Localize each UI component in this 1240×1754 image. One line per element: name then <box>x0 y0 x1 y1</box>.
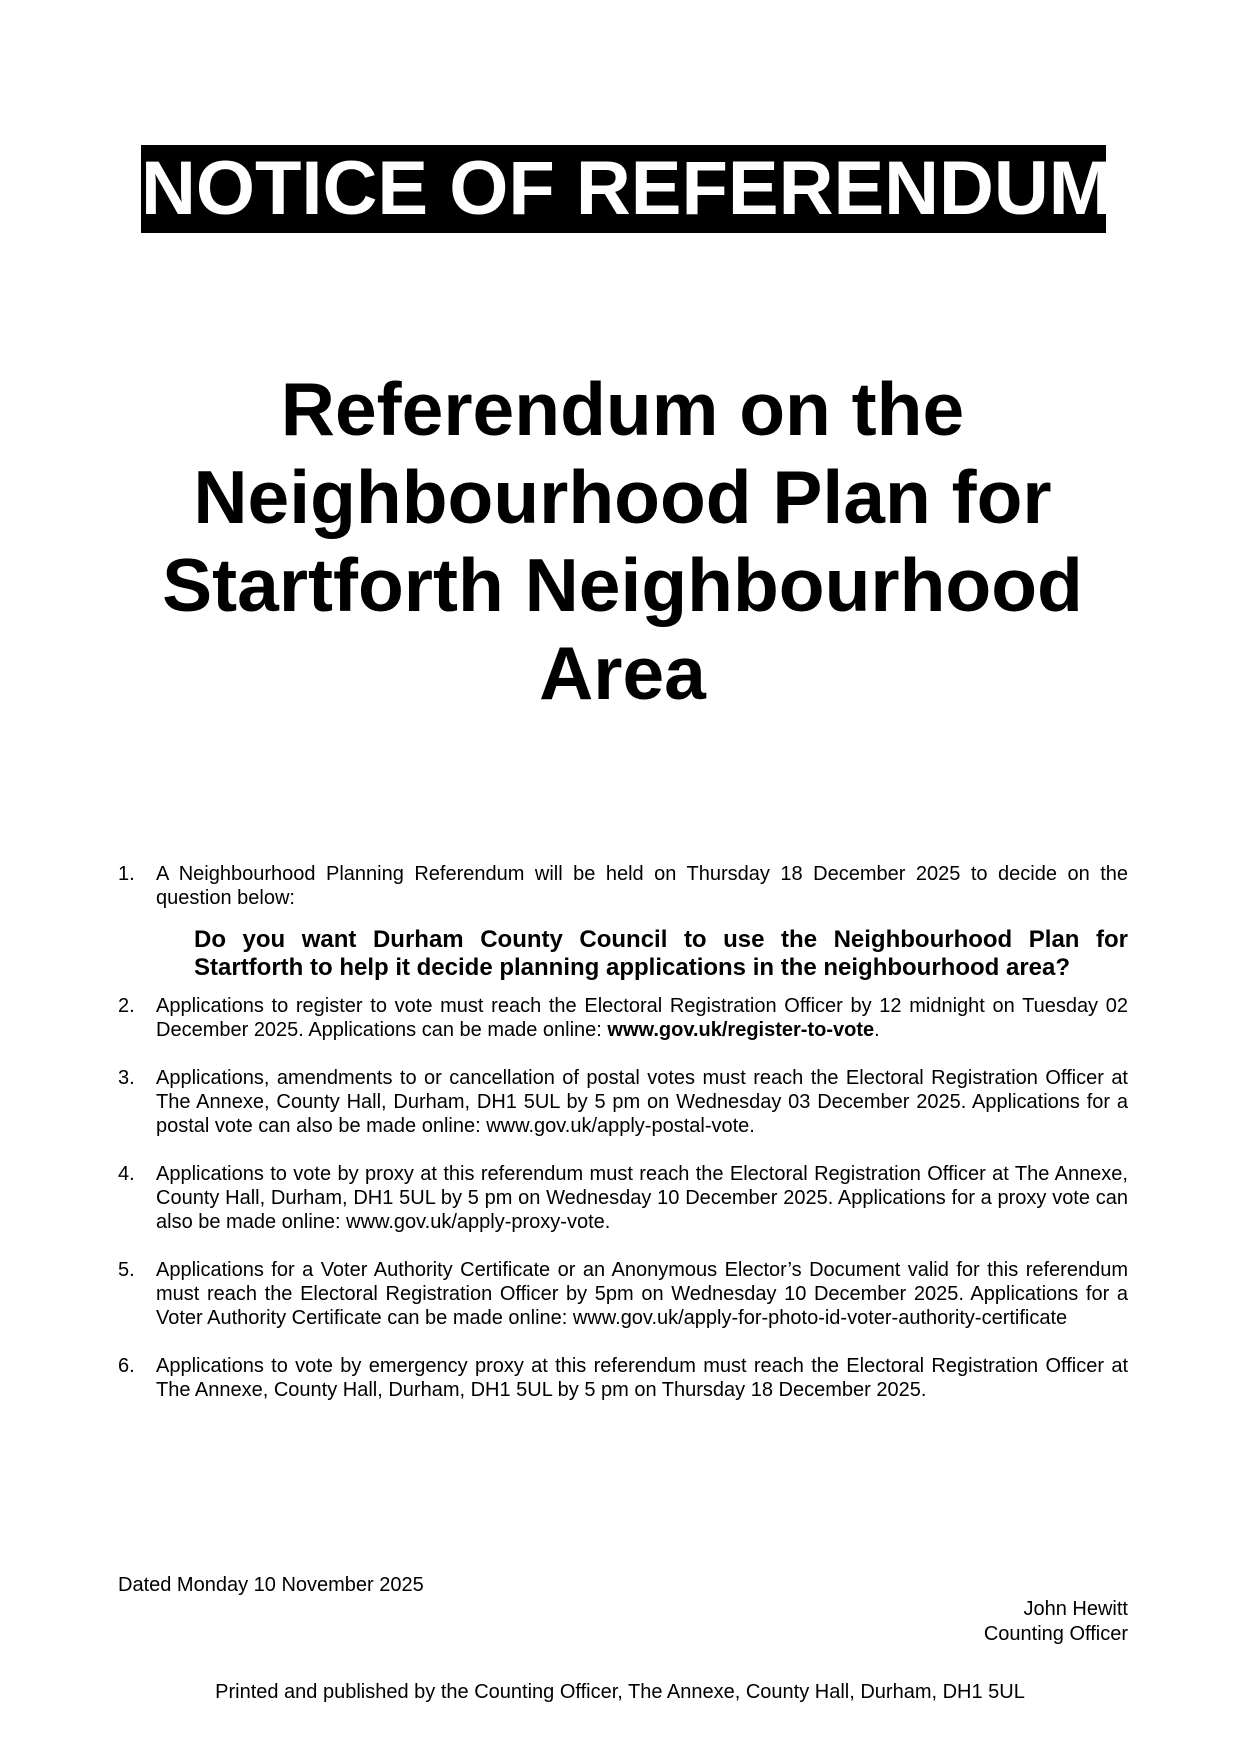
item-number: 4. <box>118 1163 135 1185</box>
title-line: Referendum on the <box>280 367 965 451</box>
item-text-suffix: . <box>874 1019 880 1041</box>
signature-block <box>984 1597 1128 1647</box>
notice-items <box>118 862 1128 1402</box>
signatory-role: Counting Officer <box>983 1623 1128 1645</box>
dated-line: Dated Monday 10 November 2025 <box>118 1574 424 1596</box>
list-item <box>118 994 1128 1042</box>
title-line: Neighbourhood Plan for <box>193 455 1052 539</box>
signatory-name: John Hewitt <box>1023 1598 1128 1620</box>
item-text: Applications to vote by proxy at this referendum must reach the Electoral Registration Officer at The Annexe, County Hall, Durham, DH1 5UL by 5 pm on Wednesday 10 December 2025. Applications for a proxy vote can also be made online: www.gov.uk/apply-proxy-vote. <box>156 1163 1128 1233</box>
register-link[interactable]: www.gov.uk/register-to-vote <box>607 1019 875 1041</box>
publisher-footer: Printed and published by the Counting Officer, The Annexe, County Hall, Durham, DH1 5UL <box>215 1681 1025 1703</box>
referendum-question: Do you want Durham County Council to use the Neighbourhood Plan for Startforth to help it decide planning applications in the neighbourhood area? <box>194 926 1128 981</box>
list-item <box>118 1258 1128 1330</box>
list-item <box>118 1162 1128 1234</box>
item-text: Applications, amendments to or cancellation of postal votes must reach the Electoral Registration Officer at The Annexe, County Hall, Durham, DH1 5UL by 5 pm on Wednesday 03 December 2025. Applications for a postal vote can also be made online: www.gov.uk/apply-postal-vote. <box>156 1067 1128 1137</box>
list-item <box>118 1066 1128 1138</box>
item-number: 1. <box>118 863 135 885</box>
item-text: Applications for a Voter Authority Certificate or an Anonymous Elector’s Document valid for this referendum must reach the Electoral Registration Officer by 5pm on Wednesday 10 December 2025. Applications for a Voter Authority Certificate can be made online: www.gov.uk/apply-for-photo-id-voter-authority-certificate <box>156 1259 1128 1329</box>
item-number: 2. <box>118 995 135 1017</box>
item-text: Applications to vote by emergency proxy at this referendum must reach the Electoral Registration Officer at The Annexe, County Hall, Durham, DH1 5UL by 5 pm on Thursday 18 December 2025. <box>156 1355 1128 1401</box>
item-text: A Neighbourhood Planning Referendum will be held on Thursday 18 December 2025 to decide on the question below: <box>156 863 1128 909</box>
item-number: 5. <box>118 1259 135 1281</box>
list-item <box>118 862 1128 910</box>
item-text: Applications to register to vote must reach the Electoral Registration Officer by 12 midnight on Tuesday 02 December 2025. Applications can be made online: <box>156 995 1128 1041</box>
notice-banner: NOTICE OF REFERENDUM <box>141 146 1113 231</box>
item-number: 3. <box>118 1067 135 1089</box>
item-number: 6. <box>118 1355 135 1377</box>
title-line: Startforth Neighbourhood <box>162 543 1083 627</box>
list-item <box>118 1354 1128 1402</box>
page-title <box>100 365 1145 717</box>
title-line: Area <box>539 631 706 715</box>
